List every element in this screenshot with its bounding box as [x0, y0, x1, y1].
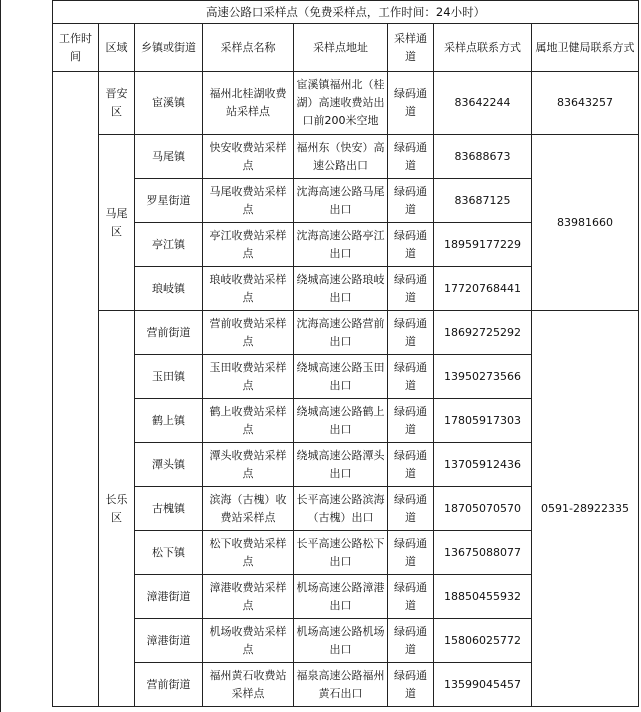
town-cell: 松下镇	[135, 531, 203, 575]
header-cell: 采样通道	[388, 24, 434, 72]
channel-cell: 绿码通道	[388, 619, 434, 663]
site-name-cell: 滨海（古槐）收费站采样点	[203, 487, 294, 531]
table-row	[53, 311, 639, 355]
phone-cell: 13705912436	[434, 443, 532, 487]
phone-cell: 18705070570	[434, 487, 532, 531]
phone-cell: 13675088077	[434, 531, 532, 575]
channel-cell: 绿码通道	[388, 179, 434, 223]
town-cell: 营前街道	[135, 663, 203, 707]
address-cell: 宦溪镇福州北（桂湖）高速收费站出口前200米空地	[294, 72, 388, 135]
site-name-cell: 松下收费站采样点	[203, 531, 294, 575]
address-cell: 长平高速公路松下出口	[294, 531, 388, 575]
header-cell: 采样点联系方式	[434, 24, 532, 72]
channel-cell: 绿码通道	[388, 531, 434, 575]
phone-cell: 15806025772	[434, 619, 532, 663]
phone-cell: 18692725292	[434, 311, 532, 355]
sampling-points-table	[52, 0, 639, 707]
channel-cell: 绿码通道	[388, 487, 434, 531]
site-name-cell: 鹤上收费站采样点	[203, 399, 294, 443]
site-name-cell: 潭头收费站采样点	[203, 443, 294, 487]
header-cell: 采样点地址	[294, 24, 388, 72]
site-name-cell: 琅岐收费站采样点	[203, 267, 294, 311]
address-cell: 福州东（快安）高速公路出口	[294, 135, 388, 179]
channel-cell: 绿码通道	[388, 663, 434, 707]
phone-cell: 83642244	[434, 72, 532, 135]
channel-cell: 绿码通道	[388, 443, 434, 487]
town-cell: 古槐镇	[135, 487, 203, 531]
header-cell: 属地卫健局联系方式	[532, 24, 639, 72]
address-cell: 长平高速公路滨海（古槐）出口	[294, 487, 388, 531]
phone-cell: 83688673	[434, 135, 532, 179]
town-cell: 漳港街道	[135, 619, 203, 663]
address-cell: 机场高速公路漳港出口	[294, 575, 388, 619]
site-name-cell: 福州北桂湖收费站采样点	[203, 72, 294, 135]
town-cell: 琅岐镇	[135, 267, 203, 311]
address-cell: 绕城高速公路潭头出口	[294, 443, 388, 487]
site-name-cell: 机场收费站采样点	[203, 619, 294, 663]
town-cell: 罗星街道	[135, 179, 203, 223]
header-cell: 采样点名称	[203, 24, 294, 72]
site-name-cell: 漳港收费站采样点	[203, 575, 294, 619]
phone-cell: 17805917303	[434, 399, 532, 443]
site-name-cell: 营前收费站采样点	[203, 311, 294, 355]
table-row	[53, 135, 639, 179]
address-cell: 绕城高速公路玉田出口	[294, 355, 388, 399]
address-cell: 沈海高速公路营前出口	[294, 311, 388, 355]
town-cell: 宦溪镇	[135, 72, 203, 135]
address-cell: 机场高速公路机场出口	[294, 619, 388, 663]
header-cell: 工作时间	[53, 24, 99, 72]
district-cell: 马尾区	[99, 135, 135, 311]
town-cell: 潭头镇	[135, 443, 203, 487]
site-name-cell: 快安收费站采样点	[203, 135, 294, 179]
outer-left-border	[0, 0, 1, 712]
address-cell: 福泉高速公路福州黄石出口	[294, 663, 388, 707]
header-cell: 区域	[99, 24, 135, 72]
address-cell: 绕城高速公路琅岐出口	[294, 267, 388, 311]
channel-cell: 绿码通道	[388, 72, 434, 135]
town-cell: 亭江镇	[135, 223, 203, 267]
channel-cell: 绿码通道	[388, 223, 434, 267]
title-row	[53, 1, 639, 24]
address-cell: 沈海高速公路马尾出口	[294, 179, 388, 223]
health-phone-cell: 83981660	[532, 135, 639, 311]
phone-cell: 17720768441	[434, 267, 532, 311]
town-cell: 马尾镇	[135, 135, 203, 179]
town-cell: 玉田镇	[135, 355, 203, 399]
header-cell: 乡镇或街道	[135, 24, 203, 72]
work-time-cell	[53, 72, 99, 707]
district-cell: 晋安区	[99, 72, 135, 135]
town-cell: 鹤上镇	[135, 399, 203, 443]
site-name-cell: 玉田收费站采样点	[203, 355, 294, 399]
town-cell: 营前街道	[135, 311, 203, 355]
address-cell: 绕城高速公路鹤上出口	[294, 399, 388, 443]
site-name-cell: 福州黄石收费站采样点	[203, 663, 294, 707]
channel-cell: 绿码通道	[388, 399, 434, 443]
town-cell: 漳港街道	[135, 575, 203, 619]
channel-cell: 绿码通道	[388, 355, 434, 399]
site-name-cell: 亭江收费站采样点	[203, 223, 294, 267]
table-row	[53, 72, 639, 135]
channel-cell: 绿码通道	[388, 311, 434, 355]
health-phone-cell: 83643257	[532, 72, 639, 135]
phone-cell: 18850455932	[434, 575, 532, 619]
channel-cell: 绿码通道	[388, 267, 434, 311]
header-row	[53, 24, 639, 72]
health-phone-cell: 0591-28922335	[532, 311, 639, 707]
phone-cell: 13950273566	[434, 355, 532, 399]
channel-cell: 绿码通道	[388, 575, 434, 619]
phone-cell: 83687125	[434, 179, 532, 223]
district-cell: 长乐区	[99, 311, 135, 707]
channel-cell: 绿码通道	[388, 135, 434, 179]
phone-cell: 13599045457	[434, 663, 532, 707]
phone-cell: 18959177229	[434, 223, 532, 267]
table-title: 高速公路口采样点（免费采样点，工作时间：24小时）	[53, 1, 639, 24]
site-name-cell: 马尾收费站采样点	[203, 179, 294, 223]
address-cell: 沈海高速公路亭江出口	[294, 223, 388, 267]
